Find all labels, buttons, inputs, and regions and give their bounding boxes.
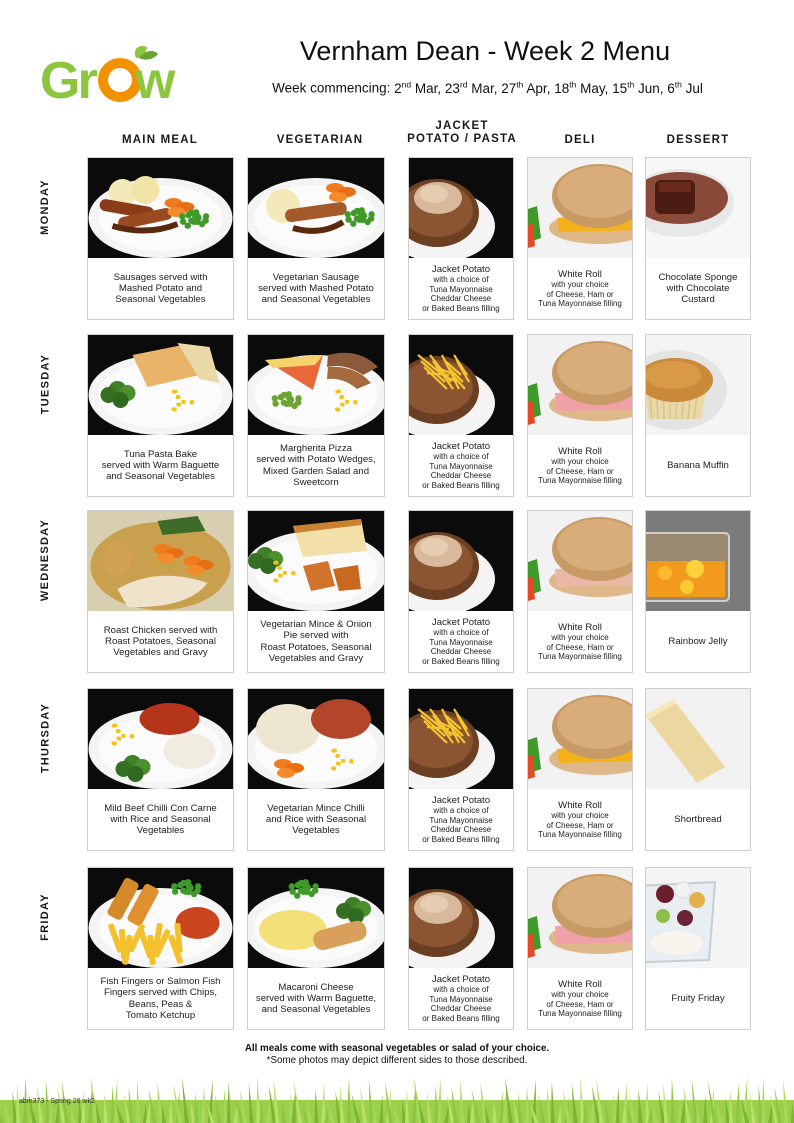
menu-card [527,688,633,851]
menu-item-title: Jacket Potato [431,440,491,452]
food-photo-jelly [646,511,750,611]
food-photo-jacket-tuna [409,511,513,611]
menu-card [408,867,514,1030]
menu-caption [412,611,510,672]
food-photo-fish-fingers [88,868,233,968]
menu-item-description: with your choice of Cheese, Ham or Tuna Mayonnaise filling [538,633,622,661]
food-photo-muffin [646,335,750,435]
menu-caption [531,968,629,1029]
menu-caption [531,789,629,850]
menu-card [247,157,385,320]
menu-item-description: with a choice of Tuna Mayonnaise Cheddar Cheese or Baked Beans filling [422,275,500,313]
menu-item-description: Chocolate Sponge with Chocolate Custard [658,271,738,306]
menu-item-title: Jacket Potato [431,794,491,806]
day-label-thursday: THURSDAY [39,702,52,774]
menu-caption [531,435,629,496]
menu-card [247,510,385,673]
menu-item-description: with your choice of Cheese, Ham or Tuna Mayonnaise filling [538,811,622,839]
food-photo-shortbread [646,689,750,789]
menu-item-description: Roast Chicken served with Roast Potatoes, Seasonal Vegetables and Gravy [103,624,218,659]
week-date: 27th Apr, [501,79,555,96]
menu-item-description: with your choice of Cheese, Ham or Tuna Mayonnaise filling [538,990,622,1018]
svg-text:Gr: Gr [40,52,95,104]
menu-item-title: Jacket Potato [431,616,491,628]
svg-text:w: w [135,52,176,104]
menu-item-description: Banana Muffin [667,459,729,471]
day-label-monday: MONDAY [39,179,51,235]
food-photo-macaroni [248,868,384,968]
menu-card [645,157,751,320]
menu-item-description: with a choice of Tuna Mayonnaise Cheddar Cheese or Baked Beans filling [422,452,500,490]
footer-line-2: *Some photos may depict different sides to those described. [266,1054,528,1066]
menu-caption [91,789,230,850]
menu-card [527,157,633,320]
grass-decoration [0,1060,794,1123]
menu-item-title: White Roll [558,621,602,633]
menu-card [527,510,633,673]
footer-line-1: All meals come with seasonal vegetables or salad of your choice. [244,1043,550,1054]
column-header-deli: DELI [564,134,596,146]
food-photo-jacket-cheese [409,689,513,789]
menu-card [408,688,514,851]
menu-card [408,157,514,320]
menu-card [87,334,234,497]
menu-item-description: Fish Fingers or Salmon Fish Fingers served with Chips, Beans, Peas & Tomato Ketchup [100,976,221,1021]
menu-caption [412,968,510,1029]
menu-card [527,334,633,497]
menu-item-title: Jacket Potato [431,263,491,275]
week-date: 6th Jul [667,79,703,96]
menu-caption [251,611,381,672]
menu-item-title: White Roll [558,268,602,280]
day-label-friday: FRIDAY [39,893,52,941]
food-photo-choc-sponge [646,158,750,258]
menu-caption [649,258,747,319]
menu-card [408,510,514,673]
food-photo-roll-tuna [528,511,632,611]
menu-card [408,334,514,497]
menu-caption [251,789,381,850]
menu-item-title: White Roll [558,799,602,811]
menu-card [87,867,234,1030]
menu-item-description: Vegetarian Mince & Onion Pie served with Roast Potatoes, Seasonal Vegetables and Gravy [260,619,372,664]
menu-caption [649,611,747,672]
food-photo-jacket-tuna [409,868,513,968]
menu-item-description: with a choice of Tuna Mayonnaise Cheddar Cheese or Baked Beans filling [422,985,500,1023]
day-label-tuesday: TUESDAY [39,353,51,415]
menu-card [247,867,385,1030]
week-date: 2nd Mar, [394,79,445,96]
menu-item-description: Sausages served with Mashed Potato and Seasonal Vegetables [113,271,208,306]
column-header-dessert: DESSERT [666,134,730,146]
menu-caption [251,258,381,319]
menu-caption [91,611,230,672]
menu-item-description: with a choice of Tuna Mayonnaise Cheddar Cheese or Baked Beans filling [422,628,500,666]
menu-item-description: with your choice of Cheese, Ham or Tuna Mayonnaise filling [538,457,622,485]
food-photo-roll-ham [528,868,632,968]
food-photo-roll-cheese [528,689,632,789]
food-photo-chilli [88,689,233,789]
menu-item-description: Rainbow Jelly [668,635,728,647]
food-photo-roll-ham [528,335,632,435]
page-title: Vernham Dean - Week 2 Menu [299,36,671,66]
menu-item-title: White Roll [558,445,602,457]
menu-caption [412,258,510,319]
food-photo-jacket-cheese [409,335,513,435]
menu-item-description: Shortbread [674,813,722,825]
menu-item-description: with your choice of Cheese, Ham or Tuna Mayonnaise filling [538,280,622,308]
menu-card [87,510,234,673]
menu-item-description: Vegetarian Sausage served with Mashed Potato and Seasonal Vegetables [258,271,374,306]
grow-logo [40,44,185,104]
menu-card [87,688,234,851]
column-header-vegetarian: VEGETARIAN [276,134,364,146]
menu-caption [649,968,747,1029]
food-photo-roll-cheese [528,158,632,258]
menu-card [247,334,385,497]
menu-item-description: with a choice of Tuna Mayonnaise Cheddar Cheese or Baked Beans filling [422,806,500,844]
menu-item-description: Macaroni Cheese served with Warm Baguette, and Seasonal Vegetables [255,981,377,1016]
document-code: abm373 - Spring 26 wk2 [19,1098,95,1105]
week-date: 23rd Mar, [444,79,502,96]
menu-item-description: Vegetarian Mince Chilli and Rice with Seasonal Vegetables [265,802,367,837]
week-commencing [235,79,740,96]
menu-item-title: White Roll [558,978,602,990]
week-date: 18th May, [554,79,613,96]
menu-caption [251,435,381,496]
column-header-main-meal: MAIN MEAL [122,134,198,146]
menu-caption [91,258,230,319]
food-photo-veg-sausage [248,158,384,258]
menu-caption [649,789,747,850]
menu-caption [531,258,629,319]
week-date: 15th Jun, [612,79,668,96]
menu-caption [531,611,629,672]
food-photo-mince-pie [248,511,384,611]
food-photo-veg-chilli [248,689,384,789]
menu-card [645,688,751,851]
menu-item-description: Margherita Pizza served with Potato Wedges, Mixed Garden Salad and Sweetcorn [256,443,376,488]
column-header-jacket-potato-pasta: JACKET POTATO / PASTA [407,120,517,145]
menu-item-description: Tuna Pasta Bake served with Warm Baguette and Seasonal Vegetables [101,448,220,483]
food-photo-jacket-tuna [409,158,513,258]
menu-caption [412,789,510,850]
menu-item-description: Fruity Friday [671,992,725,1004]
menu-card [87,157,234,320]
day-label-wednesday: WEDNESDAY [39,518,52,602]
food-photo-sausage-mash [88,158,233,258]
week-label: Week commencing: [272,80,395,96]
menu-caption [412,435,510,496]
menu-caption [91,968,230,1029]
menu-card [645,867,751,1030]
food-photo-roast-chicken [88,511,233,611]
menu-card [527,867,633,1030]
menu-card [645,510,751,673]
menu-caption [91,435,230,496]
menu-card [645,334,751,497]
food-photo-fruit-pot [646,868,750,968]
menu-item-title: Jacket Potato [431,973,491,985]
food-photo-pasta-bake [88,335,233,435]
food-photo-pizza [248,335,384,435]
menu-item-description: Mild Beef Chilli Con Carne with Rice and Seasonal Vegetables [104,802,217,837]
menu-caption [251,968,381,1029]
menu-caption [649,435,747,496]
menu-card [247,688,385,851]
